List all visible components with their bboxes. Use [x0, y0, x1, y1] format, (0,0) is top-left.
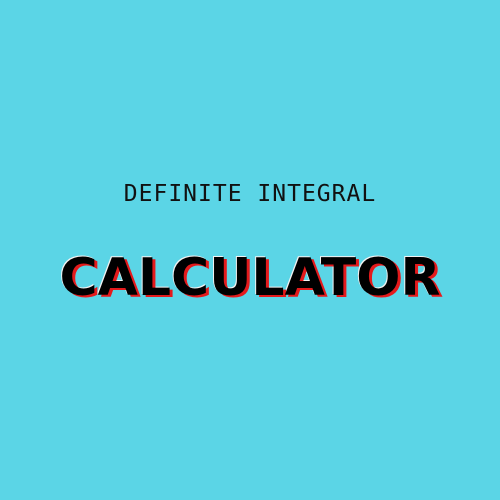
subtitle-text: DEFINITE INTEGRAL: [123, 181, 377, 207]
title-text: CALCULATOR: [59, 248, 441, 308]
